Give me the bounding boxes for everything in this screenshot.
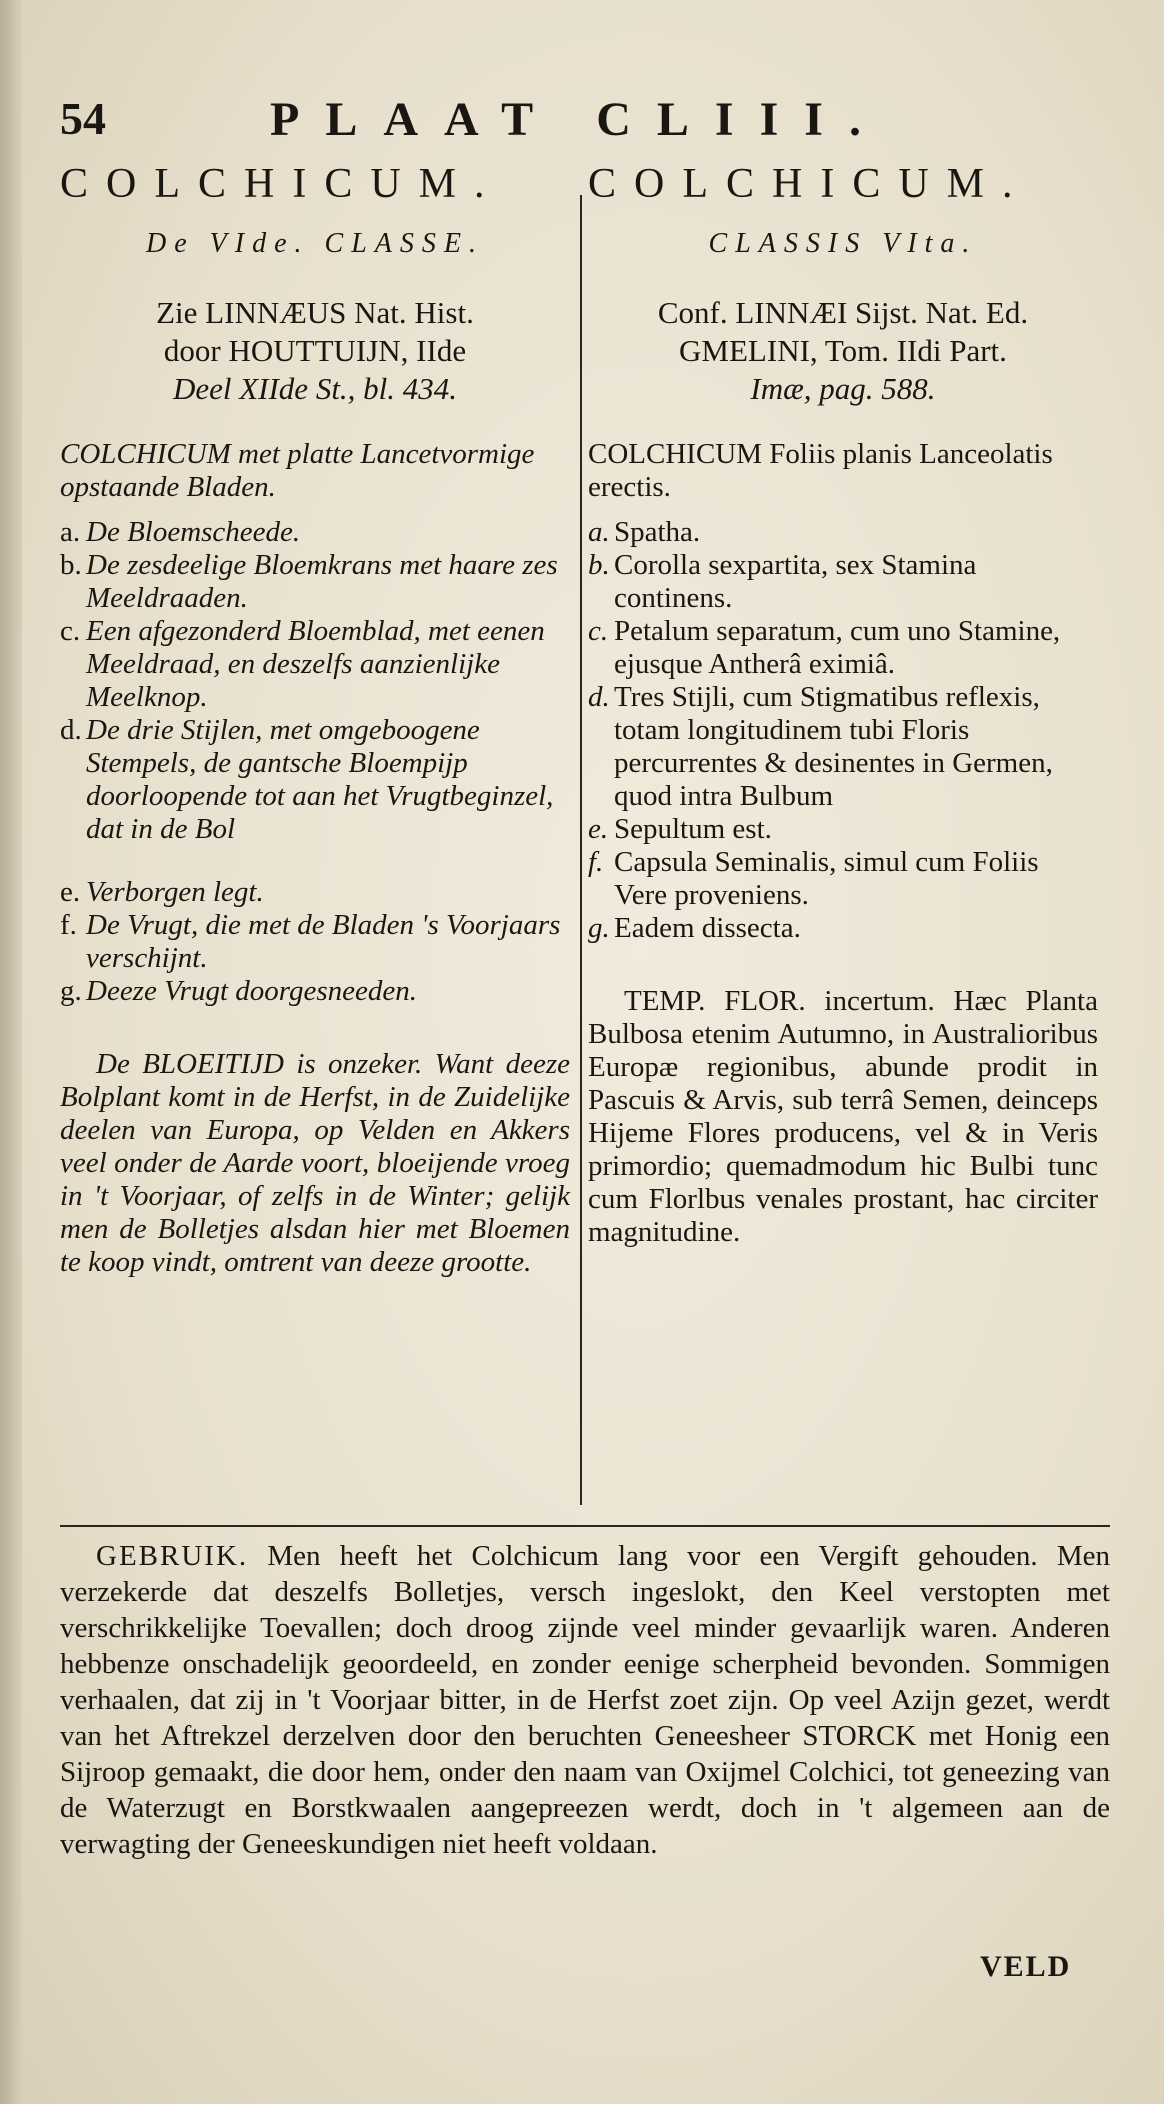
reference-latin	[588, 294, 1098, 408]
usage-label: GEBRUIK.	[96, 1540, 249, 1572]
legend-item	[588, 846, 1098, 912]
legend-key: g.	[60, 975, 82, 1007]
genus-heading-latin: COLCHICUM.	[588, 161, 1031, 207]
reference-line: door HOUTTUIJN, IIde	[163, 333, 467, 368]
legend-text: Eadem dissecta.	[614, 912, 801, 944]
legend-item	[60, 714, 570, 846]
catchword: VELD	[980, 1950, 1072, 1983]
legend-item	[588, 813, 1098, 846]
legend-key: c.	[60, 615, 81, 647]
legend-key: g.	[588, 912, 610, 944]
legend-item	[60, 975, 570, 1008]
reference-dutch	[60, 294, 570, 408]
legend-item	[60, 549, 570, 615]
legend-item	[60, 615, 570, 714]
legend-item	[60, 876, 570, 909]
legend-text: De Bloemscheede.	[86, 516, 301, 548]
class-heading-dutch: De VIde. CLASSE.	[146, 228, 484, 259]
legend-text: Deeze Vrugt doorgesneeden.	[86, 975, 417, 1007]
legend-text: Spatha.	[614, 516, 701, 548]
class-heading-latin: CLASSIS VIta.	[708, 228, 978, 259]
page-header	[60, 92, 1100, 146]
legend-text: Corolla sexpartita, sex Stamina continens.	[614, 549, 977, 614]
page-number: 54	[60, 93, 106, 144]
legend-key: e.	[60, 876, 81, 908]
legend-text: Verborgen legt.	[86, 876, 264, 908]
legend-item	[588, 615, 1098, 681]
figure-legend-dutch	[60, 516, 570, 1008]
legend-text: De Vrugt, die met de Bladen 's Voorjaars verschijnt.	[86, 909, 561, 974]
legend-key: d.	[60, 714, 82, 746]
legend-key: a.	[60, 516, 81, 548]
genus-heading-dutch: COLCHICUM.	[60, 161, 503, 207]
legend-text: Een afgezonderd Bloemblad, met eenen Meeldraad, en deszelfs aanzienlijke Meelknop.	[86, 615, 545, 713]
section-rule	[60, 1525, 1110, 1527]
column-divider	[580, 195, 582, 1505]
reference-line: Imæ, pag. 588.	[750, 371, 936, 406]
legend-text: Petalum separatum, cum uno Stamine, ejusque Antherâ eximiâ.	[614, 615, 1061, 680]
dutch-column	[60, 161, 570, 1279]
legend-key: b.	[588, 549, 610, 581]
reference-line: Zie LINNÆUS Nat. Hist.	[156, 295, 474, 330]
legend-text: Tres Stijli, cum Stigmatibus reflexis, totam longitudinem tubi Floris percurrentes & desinentes in Germen, quod intra Bulbum	[614, 681, 1053, 812]
usage-text: Men heeft het Colchicum lang voor een Vergift gehouden. Men verzekerde dat deszelfs Bolletjes, versch ingeslokt, den Keel verstopten met verschrikkelijke Toevallen; doch droog zijnde veel minder gevaarlijk waren. Anderen hebbenze onschadelijk geoordeeld, en zonder eenige scherpheid bevonden. Sommigen verhaalen, dat zij in 't Voorjaar bitter, in de Herfst zoet zijn. Op veel Azijn gezet, werdt van het Aftrekzel derzelven door den beruchten Geneesheer STORCK met Honig een Sijroop gemaakt, die door hem, onder den naam van Oxijmel Colchici, tot geneezing van de Waterzugt en Borstkwaalen aangepreezen werdt, doch in 't algemeen aan de verwagting der Geneeskundigen niet heeft voldaan.	[60, 1540, 1111, 1860]
legend-item	[588, 912, 1098, 945]
legend-item	[60, 909, 570, 975]
legend-key: a.	[588, 516, 610, 548]
plate-title: PLAAT CLIII.	[270, 93, 887, 146]
reference-line: GMELINI, Tom. IIdi Part.	[679, 333, 1007, 368]
legend-key: c.	[588, 615, 609, 647]
reference-line: Deel XIIde St., bl. 434.	[172, 371, 458, 406]
legend-item	[588, 549, 1098, 615]
page-gutter	[0, 0, 22, 2104]
flowering-paragraph-latin: TEMP. FLOR. incertum. Hæc Planta Bulbosa etenim Autumno, in Australioribus Europæ regionibus, abunde prodit in Pascuis & Arvis, sub terrâ Semen, deinceps Hijeme Flores producens, vel & in Veris primordio; quemadmodum hic Bulbi tunc cum Florlbus venales prostant, hac circiter magnitudine.	[588, 985, 1098, 1248]
legend-key: e.	[588, 813, 609, 845]
legend-item	[588, 516, 1098, 549]
legend-key: d.	[588, 681, 610, 713]
legend-text: De drie Stijlen, met omgeboogene Stempels, de gantsche Bloempijp doorloopende tot aan het Vrugtbeginzel, dat in de Bol	[86, 714, 554, 845]
legend-key: f.	[588, 846, 604, 878]
legend-key: f.	[60, 909, 77, 941]
figure-legend-latin	[588, 516, 1098, 945]
legend-item	[60, 516, 570, 549]
legend-item	[588, 681, 1098, 813]
legend-key: b.	[60, 549, 82, 581]
latin-column	[588, 161, 1098, 1249]
usage-section	[60, 1538, 1110, 1862]
legend-text: De zesdeelige Bloemkrans met haare zes Meeldraaden.	[86, 549, 558, 614]
legend-text: Sepultum est.	[614, 813, 772, 845]
legend-text: Capsula Seminalis, simul cum Foliis Vere proveniens.	[614, 846, 1039, 911]
reference-line: Conf. LINNÆI Sijst. Nat. Ed.	[657, 295, 1029, 330]
diagnosis-dutch: COLCHICUM met platte Lancetvormige opstaande Bladen.	[60, 438, 535, 503]
diagnosis-latin: COLCHICUM Foliis planis Lanceolatis erectis.	[588, 438, 1053, 503]
flowering-paragraph-dutch: De BLOEITIJD is onzeker. Want deeze Bolplant komt in de Herfst, in de Zuidelijke deelen van Europa, op Velden en Akkers veel onder de Aarde voort, bloeijende vroeg in 't Voorjaar, of zelfs in de Winter; gelijk men de Bolletjes alsdan hier met Bloemen te koop vindt, omtrent van deeze grootte.	[60, 1048, 570, 1278]
